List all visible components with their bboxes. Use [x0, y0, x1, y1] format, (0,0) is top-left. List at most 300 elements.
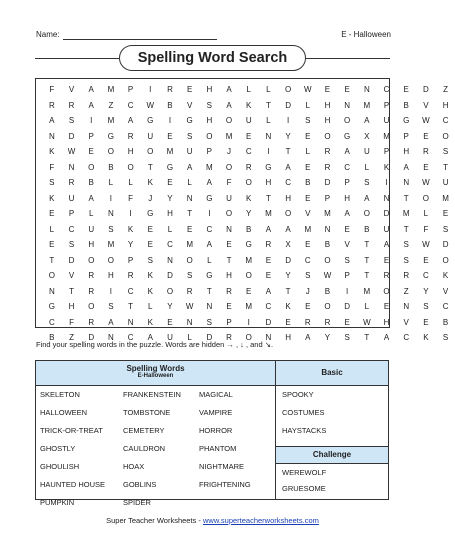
grid-letter[interactable]: D [68, 131, 75, 141]
grid-letter[interactable]: C [423, 271, 429, 280]
grid-letter[interactable]: A [206, 178, 213, 187]
grid-letter[interactable]: V [403, 317, 409, 327]
grid-letter[interactable]: L [207, 255, 212, 265]
grid-letter[interactable]: P [383, 147, 390, 156]
grid-letter[interactable]: R [403, 271, 410, 280]
grid-letter[interactable]: A [108, 317, 114, 327]
grid-letter[interactable]: T [364, 333, 370, 342]
grid-letter[interactable]: E [423, 255, 429, 265]
grid-letter[interactable]: E [49, 209, 55, 218]
grid-letter[interactable]: Y [324, 333, 331, 342]
grid-letter[interactable]: N [206, 302, 213, 311]
grid-letter[interactable]: T [285, 286, 291, 296]
grid-letter[interactable]: B [403, 100, 409, 110]
grid-letter[interactable]: O [284, 209, 292, 218]
grid-letter[interactable]: U [383, 224, 390, 234]
grid-letter[interactable]: K [246, 100, 252, 110]
grid-letter[interactable]: K [246, 193, 252, 203]
grid-letter[interactable]: W [146, 100, 155, 110]
grid-letter[interactable]: O [284, 85, 292, 94]
grid-letter[interactable]: D [88, 333, 95, 342]
grid-letter[interactable]: G [206, 271, 213, 280]
grid-letter[interactable]: S [344, 255, 350, 265]
grid-letter[interactable]: R [324, 147, 331, 156]
grid-letter[interactable]: M [107, 240, 115, 249]
grid-letter[interactable]: P [68, 209, 75, 218]
grid-letter[interactable]: D [206, 333, 213, 342]
grid-letter[interactable]: R [423, 147, 429, 156]
grid-letter[interactable]: B [88, 178, 94, 187]
grid-letter[interactable]: V [305, 209, 311, 218]
grid-letter[interactable]: O [383, 286, 390, 296]
grid-letter[interactable]: T [206, 286, 212, 296]
grid-letter[interactable]: S [186, 271, 193, 280]
grid-letter[interactable]: C [127, 333, 134, 342]
grid-letter[interactable]: I [267, 147, 270, 156]
grid-letter[interactable]: D [285, 100, 291, 110]
grid-letter[interactable]: B [246, 224, 252, 234]
grid-letter[interactable]: E [246, 131, 252, 141]
grid-letter[interactable]: O [442, 131, 449, 141]
grid-letter[interactable]: V [442, 286, 449, 296]
grid-letter[interactable]: E [344, 224, 350, 234]
grid-letter[interactable]: I [129, 209, 132, 218]
grid-letter[interactable]: A [285, 162, 291, 172]
grid-letter[interactable]: J [305, 286, 310, 296]
grid-letter[interactable]: C [344, 162, 351, 172]
grid-letter[interactable]: O [166, 286, 174, 296]
grid-letter[interactable]: P [344, 178, 350, 187]
grid-letter[interactable]: F [128, 193, 134, 203]
grid-letter[interactable]: T [403, 193, 409, 203]
grid-letter[interactable]: G [107, 131, 115, 141]
grid-letter[interactable]: A [403, 162, 409, 172]
grid-letter[interactable]: T [443, 162, 449, 172]
grid-letter[interactable]: O [107, 255, 115, 265]
grid-letter[interactable]: O [363, 209, 370, 218]
grid-letter[interactable]: R [68, 178, 75, 187]
grid-letter[interactable]: M [166, 147, 174, 156]
grid-letter[interactable]: O [324, 131, 331, 141]
grid-letter[interactable]: A [49, 116, 55, 125]
grid-letter[interactable]: S [147, 255, 153, 265]
grid-letter[interactable]: H [167, 209, 173, 218]
grid-letter[interactable]: R [265, 240, 272, 249]
grid-letter[interactable]: G [344, 131, 351, 141]
grid-letter[interactable]: S [403, 240, 409, 249]
grid-letter[interactable]: O [422, 193, 430, 203]
grid-letter[interactable]: L [187, 178, 192, 187]
grid-letter[interactable]: R [127, 271, 134, 280]
grid-letter[interactable]: H [265, 178, 272, 187]
grid-letter[interactable]: F [69, 317, 74, 327]
grid-letter[interactable]: A [265, 224, 272, 234]
grid-letter[interactable]: K [127, 224, 134, 234]
grid-letter[interactable]: T [128, 302, 134, 311]
grid-letter[interactable]: P [344, 271, 350, 280]
grid-letter[interactable]: G [245, 240, 252, 249]
grid-letter[interactable]: N [363, 85, 370, 94]
grid-letter[interactable]: T [265, 193, 271, 203]
grid-letter[interactable]: M [442, 193, 449, 203]
grid-letter[interactable]: F [49, 162, 55, 172]
grid-letter[interactable]: Y [285, 131, 291, 141]
grid-letter[interactable]: O [324, 302, 331, 311]
grid-letter[interactable]: N [127, 317, 134, 327]
grid-letter[interactable]: U [245, 116, 252, 125]
grid-letter[interactable]: S [344, 333, 350, 342]
grid-letter[interactable]: M [245, 302, 253, 311]
grid-letter[interactable]: C [265, 302, 272, 311]
grid-letter[interactable]: J [227, 147, 232, 156]
grid-letter[interactable]: M [402, 209, 410, 218]
grid-letter[interactable]: O [127, 162, 134, 172]
grid-letter[interactable]: P [324, 193, 331, 203]
grid-letter[interactable]: E [265, 255, 272, 265]
grid-letter[interactable]: N [344, 100, 351, 110]
grid-letter[interactable]: U [186, 147, 193, 156]
grid-letter[interactable]: I [385, 178, 388, 187]
grid-letter[interactable]: U [383, 116, 390, 125]
grid-letter[interactable]: E [226, 240, 232, 249]
grid-letter[interactable]: A [206, 240, 213, 249]
grid-letter[interactable]: O [324, 255, 331, 265]
grid-letter[interactable]: C [48, 317, 55, 327]
grid-letter[interactable]: E [344, 85, 350, 94]
grid-letter[interactable]: O [344, 116, 351, 125]
grid-letter[interactable]: L [187, 333, 192, 342]
grid-letter[interactable]: O [88, 162, 95, 172]
grid-letter[interactable]: W [304, 85, 312, 94]
grid-letter[interactable]: E [265, 271, 272, 280]
grid-letter[interactable]: O [245, 333, 252, 342]
grid-letter[interactable]: T [226, 255, 232, 265]
grid-letter[interactable]: M [304, 224, 312, 234]
grid-letter[interactable]: E [423, 131, 429, 141]
grid-letter[interactable]: A [344, 209, 350, 218]
grid-letter[interactable]: C [68, 224, 75, 234]
grid-letter[interactable]: U [68, 193, 75, 203]
grid-letter[interactable]: S [442, 333, 449, 342]
grid-letter[interactable]: D [442, 240, 449, 249]
grid-letter[interactable]: R [383, 271, 390, 280]
grid-letter[interactable]: N [403, 178, 410, 187]
grid-letter[interactable]: E [186, 85, 193, 94]
grid-letter[interactable]: R [88, 317, 95, 327]
grid-letter[interactable]: L [266, 116, 271, 125]
grid-letter[interactable]: R [88, 286, 95, 296]
grid-letter[interactable]: H [206, 116, 213, 125]
grid-letter[interactable]: O [88, 302, 95, 311]
grid-letter[interactable]: E [305, 193, 311, 203]
grid-letter[interactable]: E [324, 85, 331, 94]
grid-letter[interactable]: E [226, 302, 232, 311]
grid-letter[interactable]: O [147, 147, 154, 156]
grid-letter[interactable]: Y [423, 286, 429, 296]
grid-letter[interactable]: S [49, 178, 55, 187]
grid-letter[interactable]: D [324, 178, 331, 187]
grid-letter[interactable]: N [383, 193, 390, 203]
grid-letter[interactable]: M [206, 162, 213, 172]
grid-letter[interactable]: S [305, 271, 311, 280]
grid-letter[interactable]: I [109, 193, 113, 203]
grid-letter[interactable]: B [108, 162, 114, 172]
grid-letter[interactable]: E [344, 317, 350, 327]
grid-letter[interactable]: R [48, 100, 55, 110]
grid-letter[interactable]: H [403, 147, 410, 156]
grid-letter[interactable]: R [324, 162, 331, 172]
grid-letter[interactable]: R [88, 271, 95, 280]
grid-letter[interactable]: E [403, 85, 409, 94]
grid-letter[interactable]: L [266, 85, 271, 94]
grid-letter[interactable]: A [265, 286, 272, 296]
grid-letter[interactable]: L [423, 209, 429, 218]
grid-letter[interactable]: B [49, 333, 55, 342]
grid-letter[interactable]: D [285, 255, 291, 265]
grid-letter[interactable]: V [68, 85, 75, 94]
grid-letter[interactable]: M [363, 286, 371, 296]
grid-letter[interactable]: M [225, 131, 233, 141]
grid-letter[interactable]: E [49, 240, 55, 249]
grid-letter[interactable]: V [68, 271, 75, 280]
grid-letter[interactable]: D [383, 209, 390, 218]
grid-letter[interactable]: C [403, 333, 410, 342]
grid-letter[interactable]: L [148, 302, 153, 311]
grid-letter[interactable]: B [324, 240, 331, 249]
grid-letter[interactable]: C [127, 286, 134, 296]
grid-letter[interactable]: W [422, 116, 430, 125]
grid-letter[interactable]: E [305, 162, 311, 172]
grid-letter[interactable]: A [226, 85, 232, 94]
grid-letter[interactable]: K [442, 271, 449, 280]
grid-letter[interactable]: K [147, 271, 153, 280]
grid-letter[interactable]: O [206, 131, 213, 141]
grid-letter[interactable]: T [69, 286, 74, 296]
grid-letter[interactable]: C [442, 302, 449, 311]
grid-letter[interactable]: G [166, 162, 174, 172]
grid-letter[interactable]: U [167, 333, 173, 342]
grid-letter[interactable]: T [403, 224, 409, 234]
grid-letter[interactable]: P [88, 131, 94, 141]
grid-letter[interactable]: H [285, 193, 291, 203]
grid-letter[interactable]: N [186, 193, 193, 203]
grid-letter[interactable]: A [127, 116, 134, 125]
grid-letter[interactable]: E [147, 224, 153, 234]
grid-letter[interactable]: R [167, 85, 173, 94]
grid-letter[interactable]: E [423, 317, 429, 327]
grid-letter[interactable]: S [108, 224, 114, 234]
grid-letter[interactable]: X [364, 131, 370, 141]
grid-letter[interactable]: M [363, 100, 371, 110]
grid-letter[interactable]: A [305, 333, 311, 342]
grid-letter[interactable]: P [383, 100, 390, 110]
grid-letter[interactable]: C [206, 224, 213, 234]
grid-letter[interactable]: E [246, 286, 252, 296]
grid-letter[interactable]: R [127, 131, 134, 141]
grid-letter[interactable]: I [168, 116, 172, 125]
grid-letter[interactable]: M [186, 240, 193, 249]
grid-letter[interactable]: K [147, 286, 153, 296]
grid-letter[interactable]: U [226, 193, 232, 203]
grid-letter[interactable]: H [108, 271, 114, 280]
grid-letter[interactable]: G [265, 162, 272, 172]
grid-letter[interactable]: K [147, 178, 153, 187]
grid-letter[interactable]: A [88, 100, 94, 110]
grid-letter[interactable]: H [127, 147, 134, 156]
grid-letter[interactable]: S [442, 224, 449, 234]
grid-letter[interactable]: S [305, 116, 311, 125]
grid-letter[interactable]: O [245, 178, 252, 187]
grid-letter[interactable]: L [49, 224, 55, 234]
grid-letter[interactable]: P [403, 131, 409, 141]
grid-letter[interactable]: R [226, 333, 232, 342]
grid-letter[interactable]: N [48, 131, 55, 141]
grid-letter[interactable]: A [88, 85, 94, 94]
grid-letter[interactable]: R [226, 286, 232, 296]
grid-letter[interactable]: U [147, 131, 154, 141]
grid-letter[interactable]: Z [403, 286, 409, 296]
grid-letter[interactable]: N [403, 302, 410, 311]
grid-letter[interactable]: I [109, 286, 113, 296]
grid-letter[interactable]: H [88, 240, 95, 249]
grid-letter[interactable]: H [383, 317, 390, 327]
grid-letter[interactable]: T [49, 255, 55, 265]
grid-letter[interactable]: O [88, 255, 95, 265]
grid-letter[interactable]: C [442, 116, 449, 125]
grid-letter[interactable]: S [403, 255, 409, 265]
grid-letter[interactable]: B [324, 286, 331, 296]
grid-letter[interactable]: V [423, 100, 429, 110]
grid-letter[interactable]: A [383, 240, 390, 249]
grid-letter[interactable]: E [167, 317, 173, 327]
grid-letter[interactable]: U [442, 178, 449, 187]
grid-letter[interactable]: I [247, 317, 250, 327]
grid-letter[interactable]: L [128, 178, 133, 187]
grid-letter[interactable]: G [147, 209, 154, 218]
grid-letter[interactable]: D [167, 271, 173, 280]
grid-letter[interactable]: S [364, 178, 370, 187]
grid-letter[interactable]: E [442, 209, 449, 218]
grid-letter[interactable]: S [442, 147, 449, 156]
grid-letter[interactable]: G [48, 302, 55, 311]
grid-letter[interactable]: Y [246, 209, 252, 218]
grid-letter[interactable]: E [305, 302, 311, 311]
grid-letter[interactable]: N [68, 162, 75, 172]
grid-letter[interactable]: N [186, 317, 193, 327]
grid-letter[interactable]: A [147, 333, 153, 342]
grid-letter[interactable]: E [423, 162, 429, 172]
grid-letter[interactable]: T [364, 271, 370, 280]
grid-letter[interactable]: E [383, 302, 390, 311]
grid-letter[interactable]: F [49, 85, 55, 94]
grid-letter[interactable]: S [206, 317, 213, 327]
grid-letter[interactable]: L [108, 178, 114, 187]
name-line[interactable] [63, 39, 217, 40]
grid-letter[interactable]: W [185, 302, 194, 311]
grid-letter[interactable]: Z [443, 85, 449, 94]
grid-letter[interactable]: N [108, 209, 114, 218]
grid-letter[interactable]: R [68, 100, 75, 110]
grid-letter[interactable]: B [305, 178, 311, 187]
grid-letter[interactable]: K [285, 302, 291, 311]
grid-letter[interactable]: M [265, 209, 272, 218]
grid-letter[interactable]: L [167, 224, 173, 234]
grid-letter[interactable]: L [305, 147, 310, 156]
grid-letter[interactable]: U [88, 224, 95, 234]
grid-letter[interactable]: N [265, 333, 272, 342]
grid-letter[interactable]: Y [167, 302, 173, 311]
grid-letter[interactable]: O [48, 271, 55, 280]
grid-letter[interactable]: I [149, 85, 152, 94]
grid-letter[interactable]: P [226, 317, 232, 327]
grid-letter[interactable]: S [108, 302, 114, 311]
grid-letter[interactable]: C [167, 240, 173, 249]
grid-letter[interactable]: W [67, 147, 76, 156]
grid-letter[interactable]: A [88, 193, 94, 203]
grid-letter[interactable]: N [324, 224, 331, 234]
grid-letter[interactable]: A [285, 224, 291, 234]
grid-letter[interactable]: O [225, 209, 233, 218]
grid-letter[interactable]: H [68, 302, 75, 311]
grid-letter[interactable]: K [423, 333, 429, 342]
grid-letter[interactable]: T [285, 147, 291, 156]
grid-letter[interactable]: W [422, 178, 430, 187]
grid-letter[interactable]: E [383, 255, 390, 265]
grid-letter[interactable]: V [186, 100, 193, 110]
grid-letter[interactable]: E [147, 240, 153, 249]
grid-letter[interactable]: G [186, 116, 193, 125]
grid-letter[interactable]: M [245, 255, 253, 265]
grid-letter[interactable]: S [68, 240, 75, 249]
grid-letter[interactable]: O [442, 255, 449, 265]
grid-letter[interactable]: O [186, 255, 193, 265]
grid-letter[interactable]: I [90, 116, 93, 125]
grid-letter[interactable]: T [265, 100, 271, 110]
grid-letter[interactable]: K [383, 162, 390, 172]
grid-letter[interactable]: Z [108, 100, 114, 110]
grid-letter[interactable]: S [423, 302, 429, 311]
grid-letter[interactable]: M [324, 209, 331, 218]
footer-link[interactable]: www.superteacherworksheets.com [202, 516, 319, 525]
grid-letter[interactable]: A [344, 147, 350, 156]
grid-letter[interactable]: L [364, 162, 370, 172]
grid-letter[interactable]: A [364, 116, 370, 125]
grid-letter[interactable]: Y [167, 193, 173, 203]
grid-letter[interactable]: E [167, 178, 173, 187]
grid-letter[interactable]: W [422, 240, 430, 249]
grid-letter[interactable]: R [186, 286, 193, 296]
grid-letter[interactable]: M [107, 85, 115, 94]
grid-letter[interactable]: H [206, 85, 213, 94]
grid-letter[interactable]: N [48, 286, 55, 296]
grid-letter[interactable]: Y [127, 240, 134, 249]
grid-letter[interactable]: R [324, 317, 331, 327]
grid-letter[interactable]: C [127, 100, 134, 110]
grid-letter[interactable]: L [305, 100, 310, 110]
grid-letter[interactable]: O [225, 116, 233, 125]
grid-letter[interactable]: D [68, 255, 75, 265]
grid-letter[interactable]: U [363, 147, 370, 156]
grid-letter[interactable]: S [186, 131, 193, 141]
grid-letter[interactable]: A [186, 162, 193, 172]
grid-letter[interactable]: S [206, 100, 213, 110]
grid-letter[interactable]: P [127, 85, 134, 94]
grid-letter[interactable]: E [88, 147, 94, 156]
grid-letter[interactable]: M [383, 131, 390, 141]
grid-letter[interactable]: C [304, 255, 311, 265]
grid-letter[interactable]: T [187, 209, 193, 218]
grid-letter[interactable]: J [148, 193, 153, 203]
